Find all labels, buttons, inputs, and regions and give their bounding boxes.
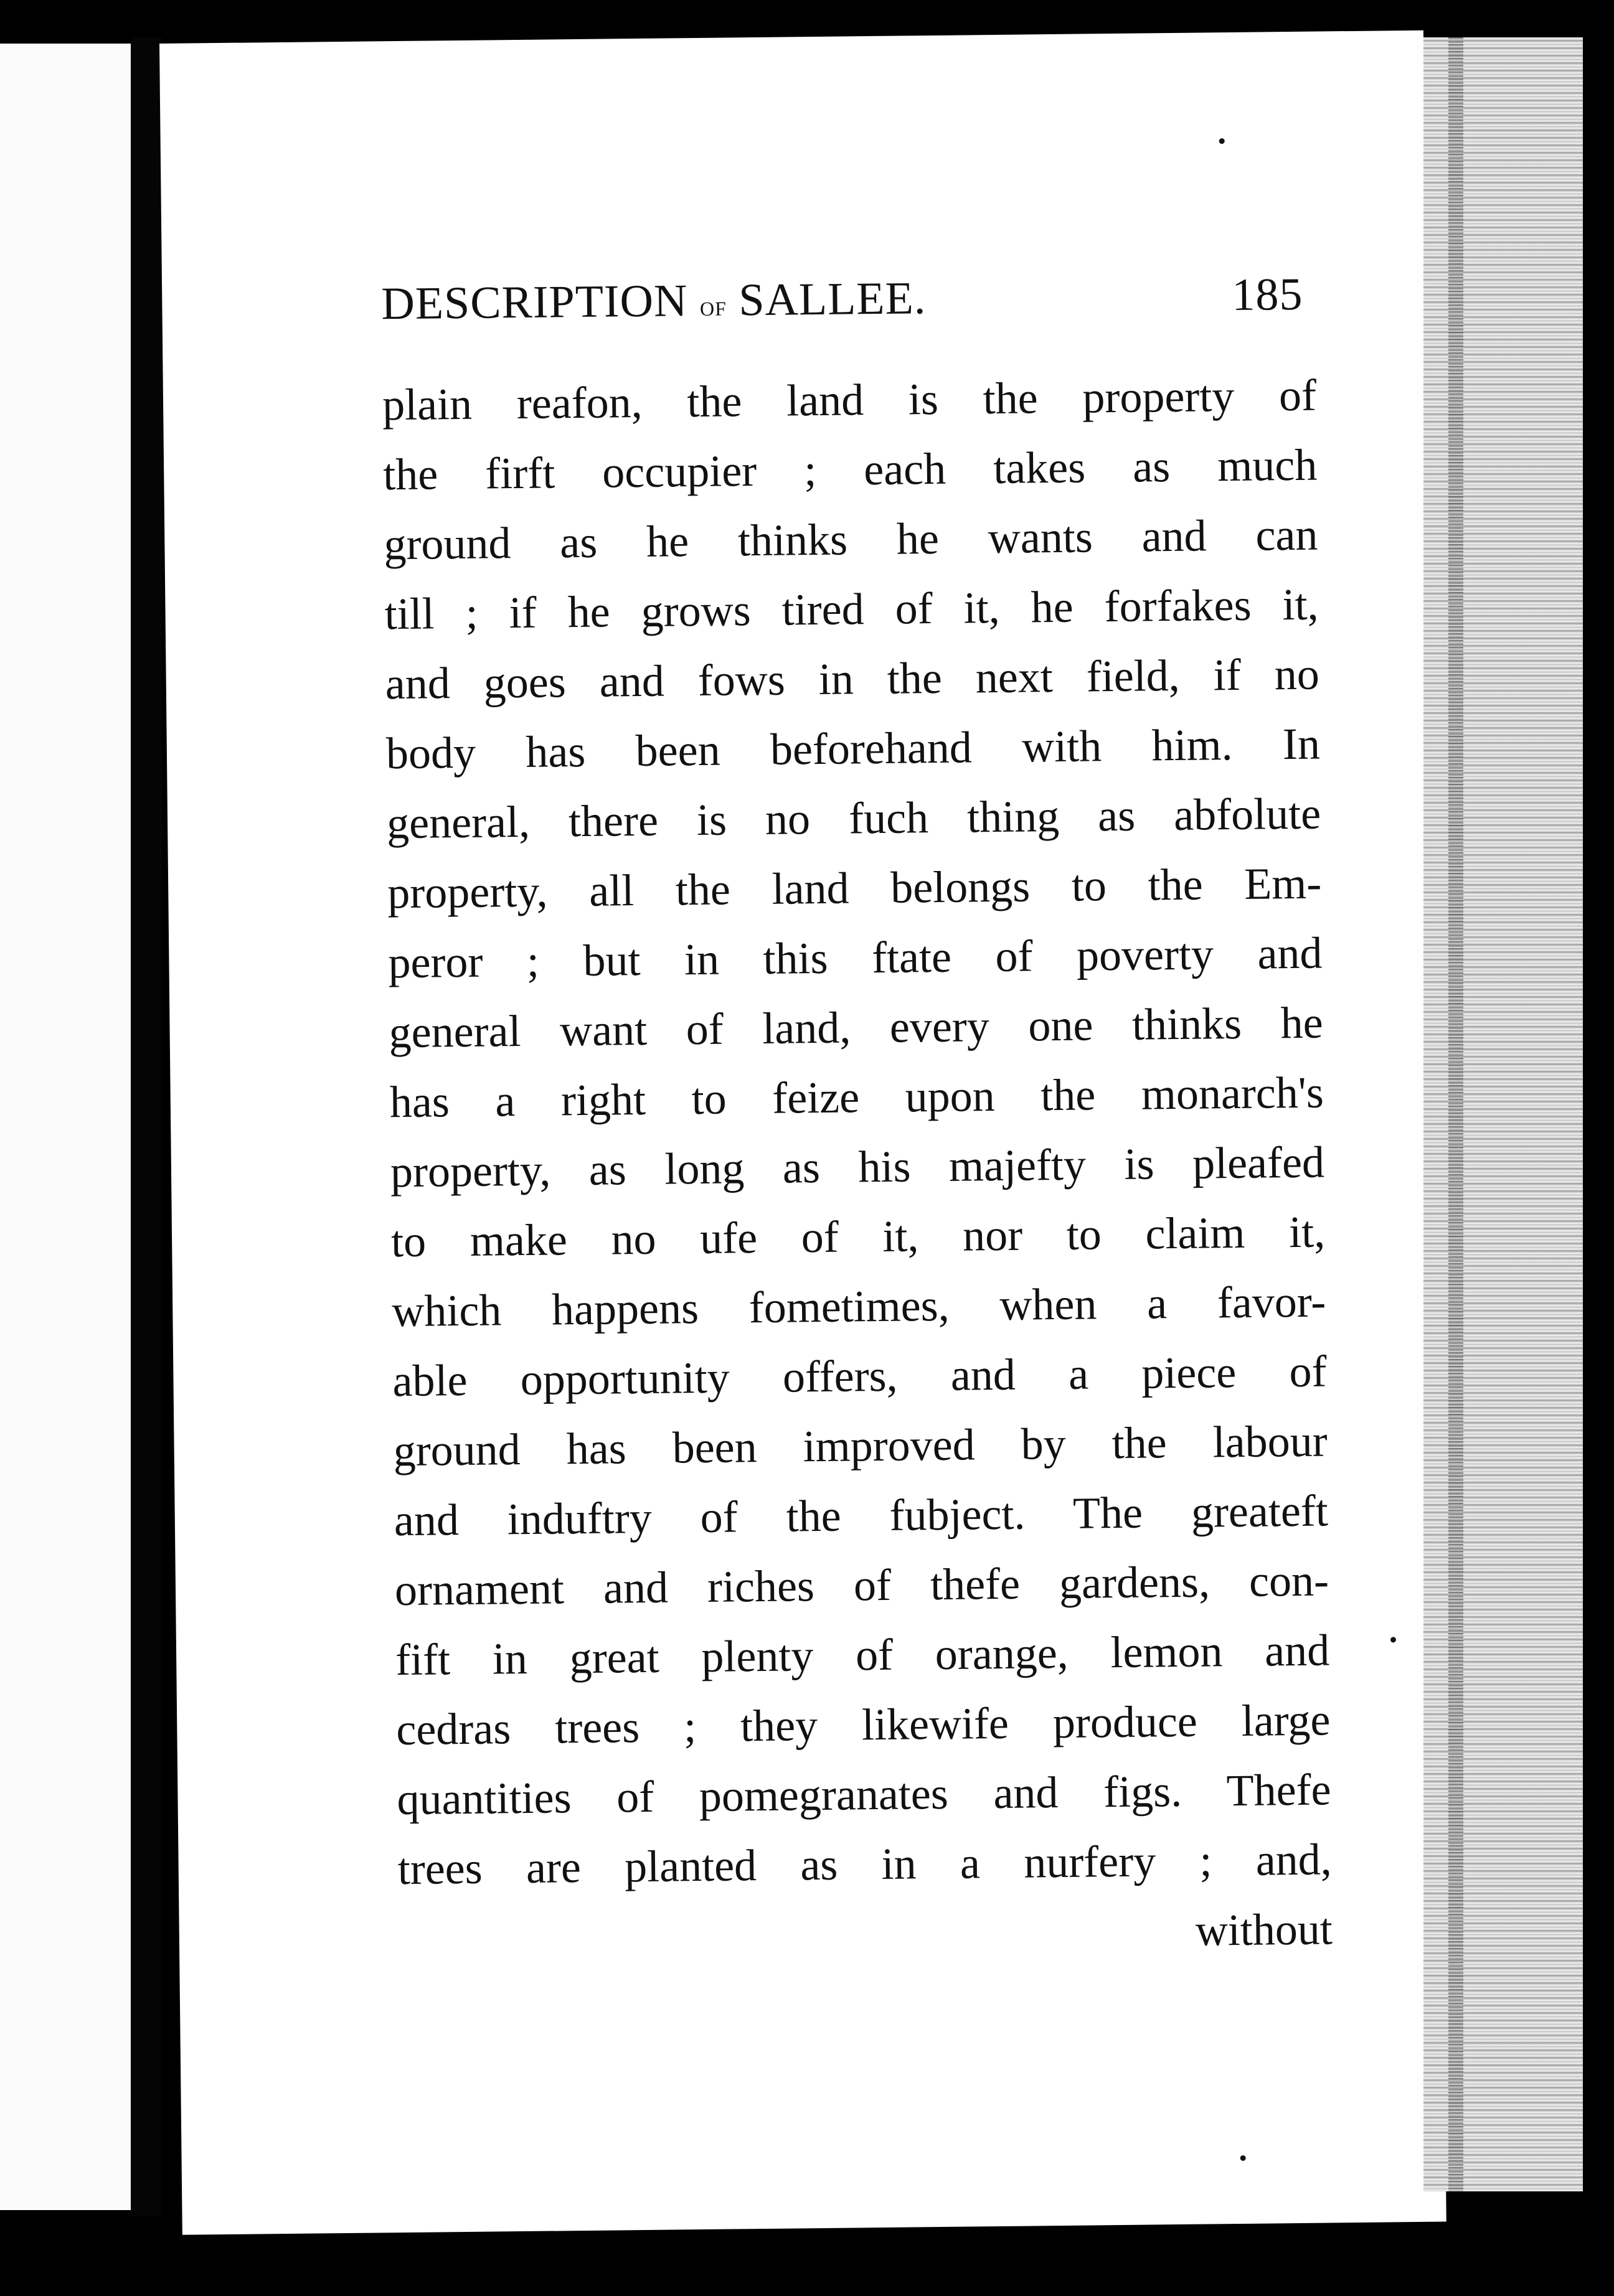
running-head-title-of: of [699, 289, 727, 322]
text-line: able opportunity offers, and a piece of [392, 1346, 1327, 1406]
book-gutter [131, 37, 162, 2216]
text-line: peror ; but in this ftate of poverty and [388, 928, 1323, 988]
running-head-title-place: SALLEE. [738, 273, 927, 326]
text-line: the firft occupier ; each takes as much [382, 440, 1318, 500]
text-line: cedras trees ; they likewife produce large [395, 1695, 1331, 1755]
text-line: general, there is no fuch thing as abfolute [386, 788, 1321, 849]
facing-page-edge [0, 44, 131, 2210]
text-line: plain reafon, the land is the property of [382, 370, 1317, 430]
catchword: without [1195, 1904, 1333, 1955]
body-text [382, 360, 1333, 1974]
ink-speck [1240, 2155, 1246, 2161]
text-line: which happens fometimes, when a favor- [391, 1276, 1326, 1337]
text-line: ground as he thinks he wants and can [384, 509, 1318, 570]
scan-border [1583, 0, 1614, 2296]
text-line: ornament and riches of thefe gardens, con- [394, 1555, 1329, 1616]
running-head-title-main: DESCRIPTION [380, 275, 688, 330]
text-line: property, all the land belongs to the Em- [387, 858, 1322, 918]
text-line: to make no ufe of it, nor to claim it, [390, 1207, 1326, 1267]
text-line: body has been beforehand with him. In [385, 718, 1321, 779]
text-line: till ; if he grows tired of it, he forfakes it, [384, 579, 1319, 639]
page-stack-edge [1423, 37, 1583, 2191]
ink-speck [1390, 1637, 1396, 1642]
text-line: fift in great plenty of orange, lemon and [395, 1625, 1330, 1685]
page-number: 185 [1231, 268, 1303, 321]
text-line: has a right to feize upon the monarch's [389, 1067, 1324, 1127]
text-line: trees are planted as in a nurfery ; and, [397, 1834, 1333, 1894]
text-line: quantities of pomegranates and figs. Thefe [397, 1764, 1331, 1825]
running-head [381, 268, 1303, 331]
text-line: property, as long as his majefty is pleafed [390, 1137, 1325, 1197]
ink-speck [1219, 138, 1225, 144]
book-page [159, 31, 1446, 2235]
running-head-title [381, 272, 927, 331]
text-line: and goes and fows in the next field, if no [385, 649, 1320, 709]
text-line: and induftry of the fubject. The greateft [394, 1485, 1329, 1546]
text-line: ground has been improved by the labour [393, 1416, 1328, 1476]
text-line: general want of land, every one thinks he [389, 997, 1323, 1058]
